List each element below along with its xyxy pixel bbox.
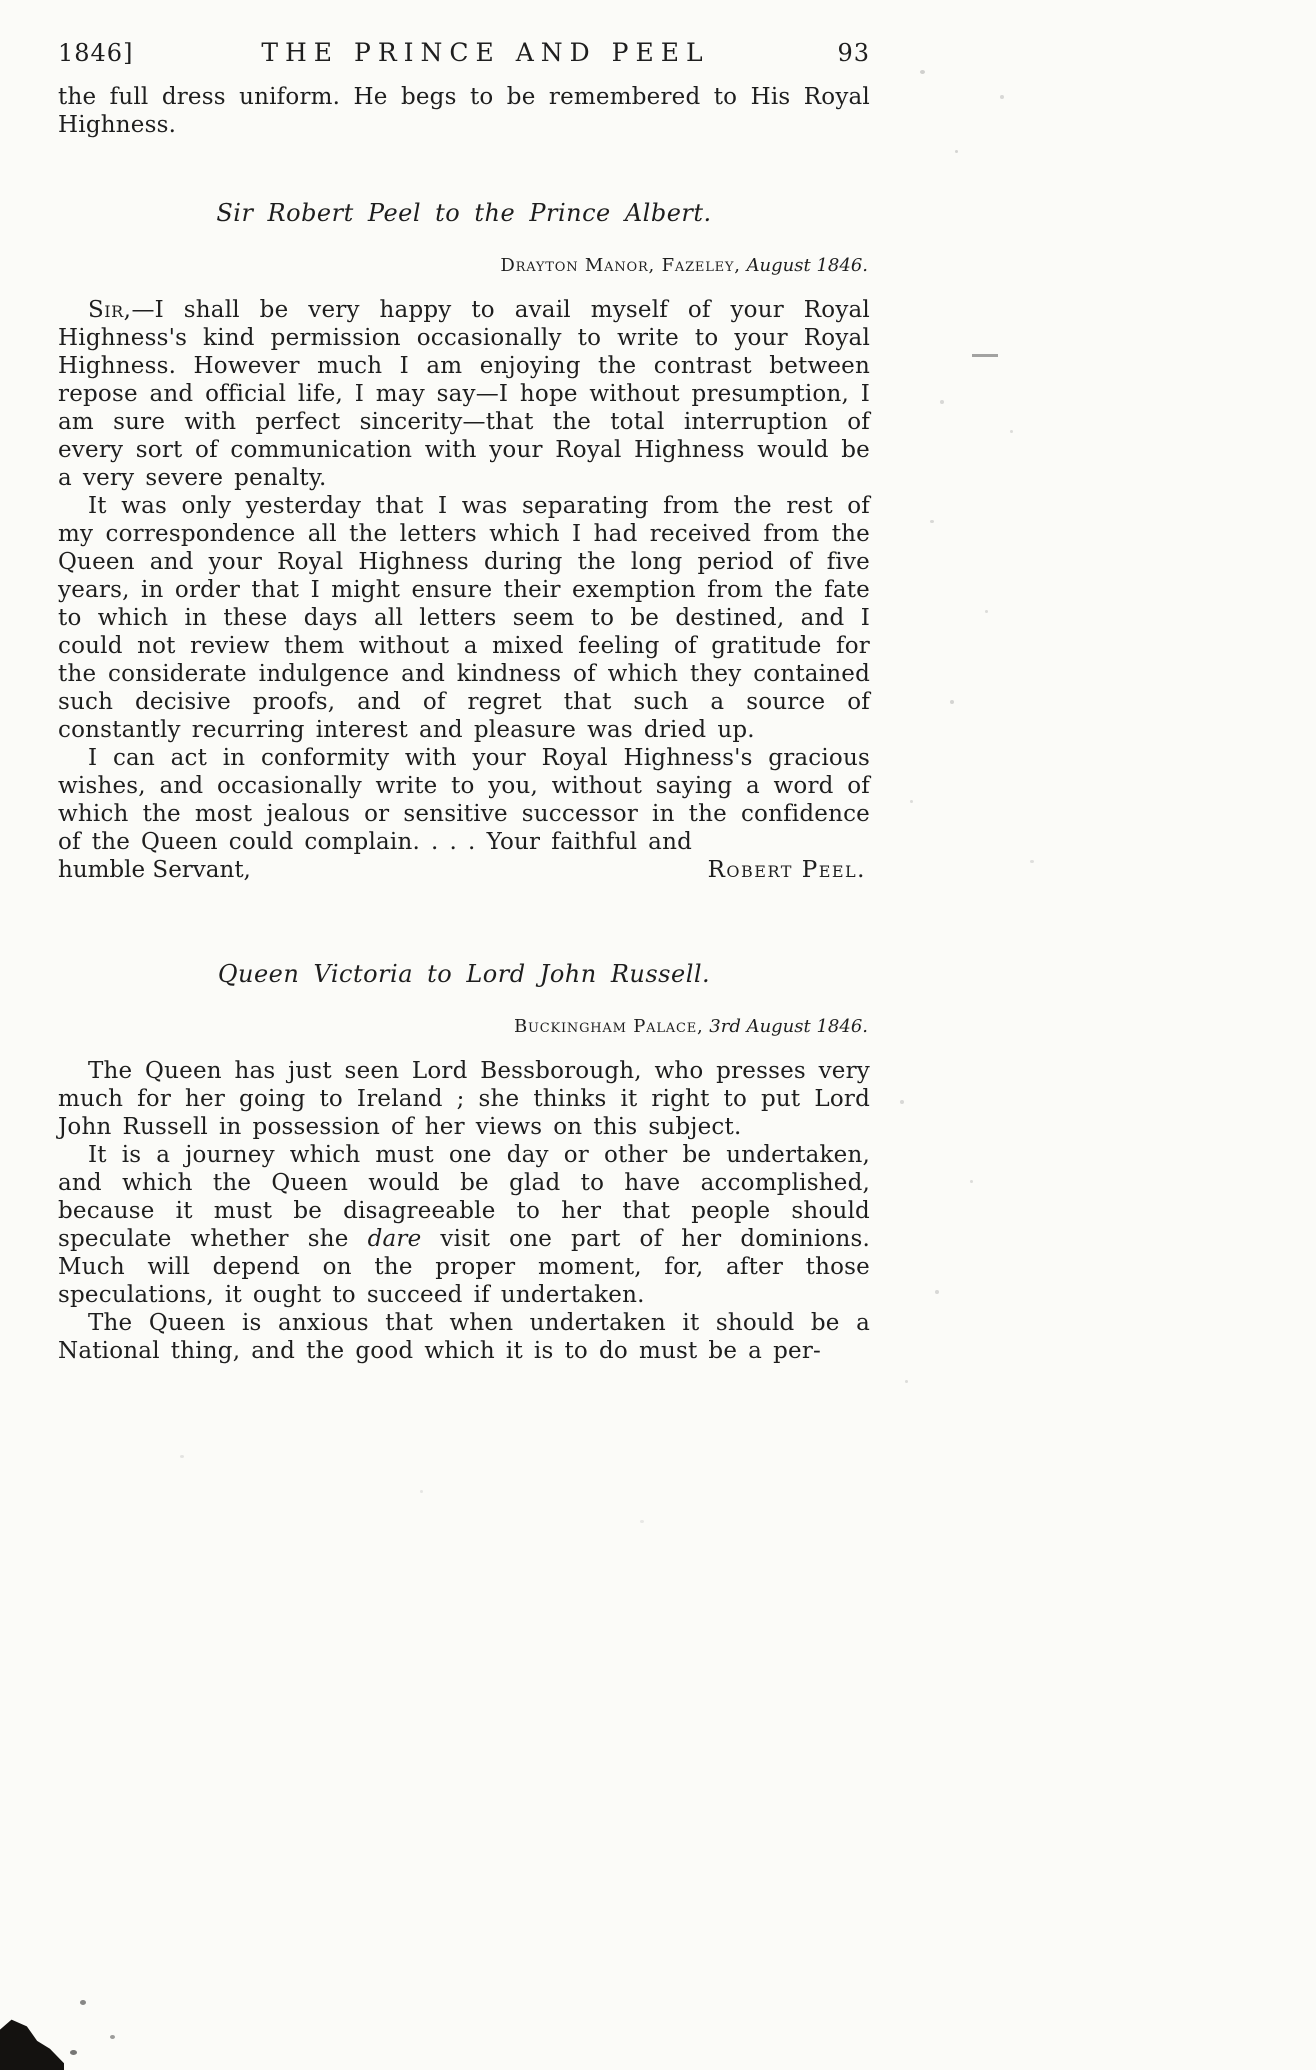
signature: Robert Peel. [707, 857, 866, 883]
letter-victoria-to-russell [58, 960, 870, 1365]
scan-speckle [920, 70, 925, 74]
scan-speckle [180, 1455, 184, 1458]
dateline-date: August 1846. [746, 255, 868, 276]
scan-speckle [935, 1290, 939, 1294]
scan-speckle [110, 2035, 115, 2039]
letter-dateline [58, 255, 870, 276]
scan-speckle [970, 1180, 973, 1183]
page-number: 93 [837, 39, 870, 67]
letter-closing [58, 856, 870, 884]
carryover-paragraph: the full dress uniform. He begs to be remembered to His Royal Highness. [58, 84, 870, 138]
scan-speckle [955, 150, 958, 153]
scan-speckle [930, 520, 934, 523]
letter-paragraph: It was only yesterday that I was separating from the rest of my correspondence all the letters which I had received from the Queen and your Royal Highness during the long period of five years, in order that I might ensure their exemption from the fate to which in these days all letters seem to be destined, and I could not review them without a mixed feeling of gratitude for the considerate indulgence and kindness of which they contained such decisive proofs, and of regret that such a source of constantly recurring interest and pleasure was dried up. [58, 493, 870, 743]
running-title: THE PRINCE AND PEEL [261, 38, 710, 67]
scan-speckle [640, 1520, 644, 1523]
letter-dateline [58, 1016, 870, 1037]
scan-speckle [950, 700, 954, 704]
letter-paragraph: The Queen has just seen Lord Bessborough, who presses very much for her going to Ireland ; she thinks it right to put Lord John Russell in possession of her views on this subject. [58, 1058, 870, 1140]
dateline-place: Drayton Manor, Fazeley, [500, 255, 741, 276]
scan-speckle [1030, 860, 1034, 863]
page-content [58, 38, 870, 1365]
scan-speckle [420, 1490, 423, 1493]
dateline-place: Buckingham Palace, [513, 1016, 704, 1037]
scan-speckle [80, 2000, 86, 2005]
header-year: 1846] [58, 39, 134, 67]
scan-speckle [905, 1380, 908, 1383]
letter-paragraph [58, 1141, 870, 1309]
letter-heading: Queen Victoria to Lord John Russell. [217, 960, 711, 988]
scan-speckle [70, 2050, 77, 2055]
scan-speckle [910, 800, 913, 803]
paragraph-text: It is a journey which must one day or other be undertaken, and which the Queen would be glad to have accomplished, because it must be disagreeable to her that people should speculate whether she [58, 1142, 870, 1252]
scan-speckle [1010, 430, 1013, 433]
dateline-date: 3rd August 1846. [709, 1016, 868, 1037]
page-header [58, 38, 870, 67]
paragraph-text: visit one part of her dominions. Much will depend on the proper moment, for, after those speculations, it ought to succeed if undertaken. [58, 1226, 871, 1308]
scan-corner-smudge [0, 2014, 64, 2070]
letter-paragraph: The Queen is anxious that when undertaken it should be a National thing, and the good which it is to do must be a per- [58, 1310, 870, 1364]
scan-speckle [940, 400, 944, 404]
closing-text: humble Servant, [58, 857, 251, 883]
salutation: Sir, [88, 297, 132, 323]
letter-paragraph [58, 296, 870, 492]
emphasized-word: dare [367, 1226, 422, 1252]
scan-speckle [900, 1100, 904, 1104]
scan-speckle [985, 610, 988, 613]
letter-paragraph: I can act in conformity with your Royal Highness's gracious wishes, and occasionally write to you, without saying a word of which the most jealous or sensitive successor in the confidence of the Queen could complain. . . . Your faithful and [58, 745, 870, 855]
letter-heading: Sir Robert Peel to the Prince Albert. [216, 199, 712, 227]
scan-margin-dash [972, 354, 998, 357]
paragraph-text: —I shall be very happy to avail myself of your Royal Highness's kind permission occasionally to write to your Royal Highness. However much I am enjoying the contrast between repose and official life, I may say—I hope without presumption, I am sure with perfect sincerity—that the total interruption of every sort of communication with your Royal Highness would be a very severe penalty. [58, 297, 870, 491]
scan-speckle [1000, 95, 1004, 99]
letter-peel-to-albert [58, 199, 870, 884]
